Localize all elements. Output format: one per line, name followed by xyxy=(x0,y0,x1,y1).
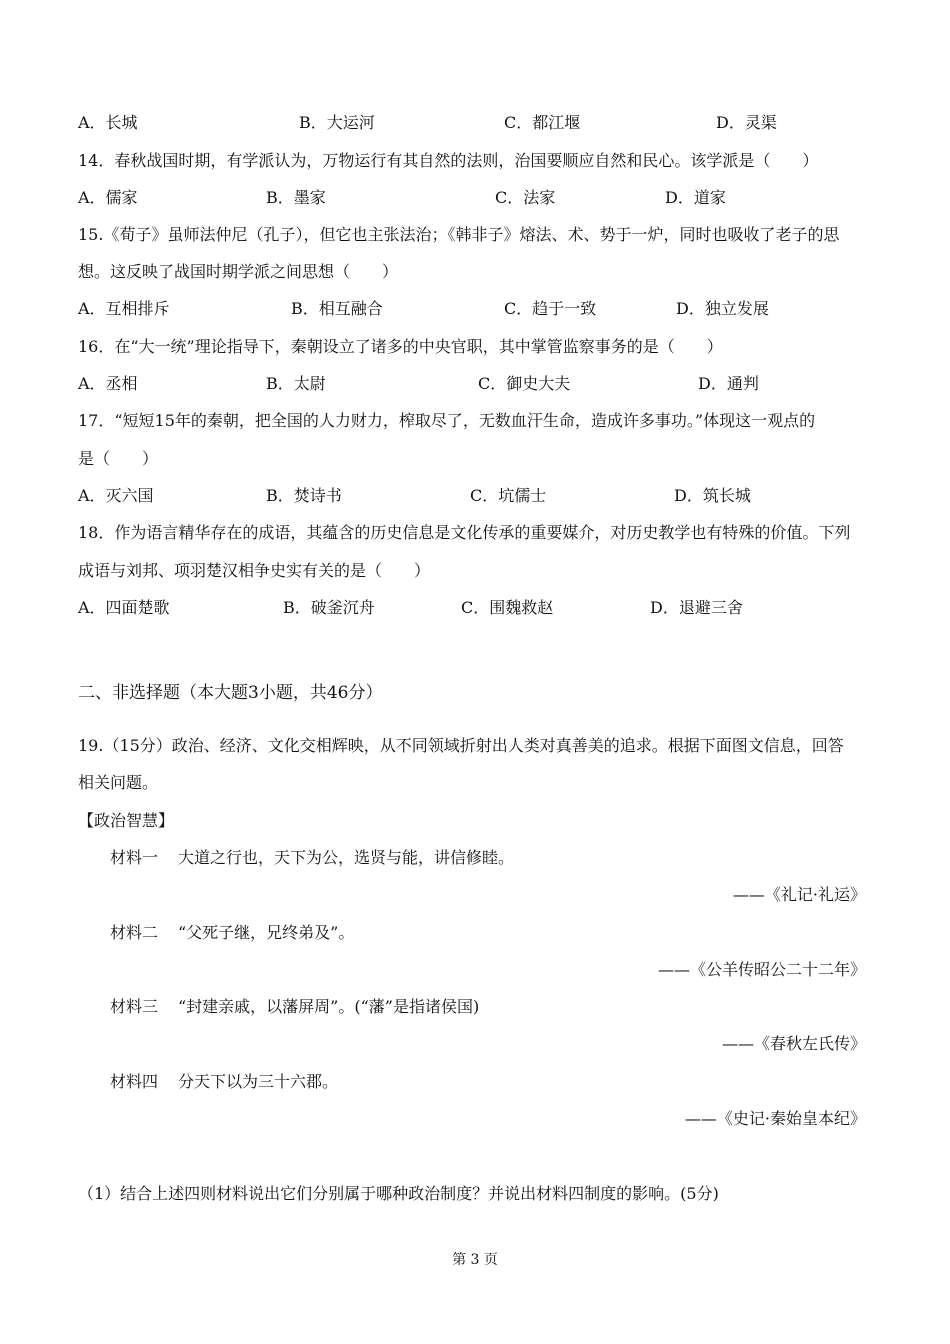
q14-option-c: C．法家 xyxy=(495,188,556,207)
q18-stem-line1: 18．作为语言精华存在的成语，其蕴含的历史信息是文化传承的重要媒介，对历史教学也有特殊的价值。下列 xyxy=(78,523,851,542)
q17-option-c: C．坑儒士 xyxy=(470,486,547,505)
material-4-text: 分天下以为三十六郡。 xyxy=(178,1072,339,1091)
q13-option-d: D．灵渠 xyxy=(716,113,777,132)
q19-subquestion-1: （1）结合上述四则材料说出它们分别属于哪种政治制度？并说出材料四制度的影响。(5分) xyxy=(78,1184,719,1203)
q18-option-d: D．退避三舍 xyxy=(650,598,743,617)
q16-option-d: D．通判 xyxy=(698,374,759,393)
q14-option-b: B．墨家 xyxy=(266,188,326,207)
material-2-text: “父死子继，兄终弟及”。 xyxy=(178,923,355,942)
material-4-source: ——《史记·秦始皇本纪》 xyxy=(684,1109,866,1128)
material-2-source: ——《公羊传昭公二十二年》 xyxy=(657,960,866,979)
q18-option-c: C．围魏救赵 xyxy=(461,598,554,617)
q13-option-a: A．长城 xyxy=(78,113,138,132)
section2-title: 二、非选择题（本大题3小题，共46分） xyxy=(78,683,383,703)
q15-stem-line2: 想。这反映了战国时期学派之间思想（ ） xyxy=(78,262,399,281)
q17-option-d: D．筑长城 xyxy=(674,486,751,505)
material-1-label: 材料一 xyxy=(110,848,159,867)
material-3-source: ——《春秋左氏传》 xyxy=(721,1034,866,1053)
q15-option-a: A．互相排斥 xyxy=(78,299,170,318)
q13-option-c: C．都江堰 xyxy=(504,113,581,132)
q14-option-d: D．道家 xyxy=(665,188,726,207)
q15-option-d: D．独立发展 xyxy=(676,299,769,318)
q15-option-c: C．趋于一致 xyxy=(504,299,597,318)
q14-stem: 14．春秋战国时期，有学派认为，万物运行有其自然的法则，治国要顺应自然和民心。该学派是（ ） xyxy=(78,151,819,170)
material-1-source: ——《礼记·礼运》 xyxy=(732,885,866,904)
q19-stem-line2: 相关问题。 xyxy=(78,773,159,792)
q13-option-b: B．大运河 xyxy=(299,113,375,132)
q19-stem-line1: 19.（15分）政治、经济、文化交相辉映，从不同领域折射出人类对真善美的追求。根据下面图文信息，回答 xyxy=(78,736,844,755)
page-number: 第 3 页 xyxy=(452,1252,498,1268)
material-4-label: 材料四 xyxy=(110,1072,159,1091)
q14-option-a: A．儒家 xyxy=(78,188,138,207)
q17-stem-line1: 17．“短短15年的秦朝，把全国的人力财力，榨取尽了，无数血汗生命，造成许多事功。”体现这一观点的 xyxy=(78,411,816,430)
q16-option-b: B．太尉 xyxy=(266,374,326,393)
q15-option-b: B．相互融合 xyxy=(291,299,383,318)
q18-option-a: A．四面楚歌 xyxy=(78,598,170,617)
material-1-text: 大道之行也，天下为公，选贤与能，讲信修睦。 xyxy=(178,848,515,867)
material-3-label: 材料三 xyxy=(110,997,159,1016)
q18-option-b: B．破釜沉舟 xyxy=(283,598,375,617)
q16-option-c: C．御史大夫 xyxy=(478,374,571,393)
material-2-label: 材料二 xyxy=(110,923,159,942)
q19-subsection-heading: 【政治智慧】 xyxy=(78,811,175,830)
q18-stem-line2: 成语与刘邦、项羽楚汉相争史实有关的是（ ） xyxy=(78,561,431,580)
q15-stem-line1: 15.《荀子》虽师法仲尼（孔子），但它也主张法治；《韩非子》熔法、术、势于一炉，同时也吸收了老子的思 xyxy=(78,225,840,244)
material-3-text: “封建亲戚，以藩屏周”。(“藩”是指诸侯国) xyxy=(178,997,480,1016)
q17-option-a: A．灭六国 xyxy=(78,486,154,505)
q16-option-a: A．丞相 xyxy=(78,374,138,393)
q17-stem-line2: 是（ ） xyxy=(78,449,159,468)
q16-stem: 16．在“大一统”理论指导下，秦朝设立了诸多的中央官职，其中掌管监察事务的是（ ） xyxy=(78,337,723,356)
q17-option-b: B．焚诗书 xyxy=(266,486,342,505)
